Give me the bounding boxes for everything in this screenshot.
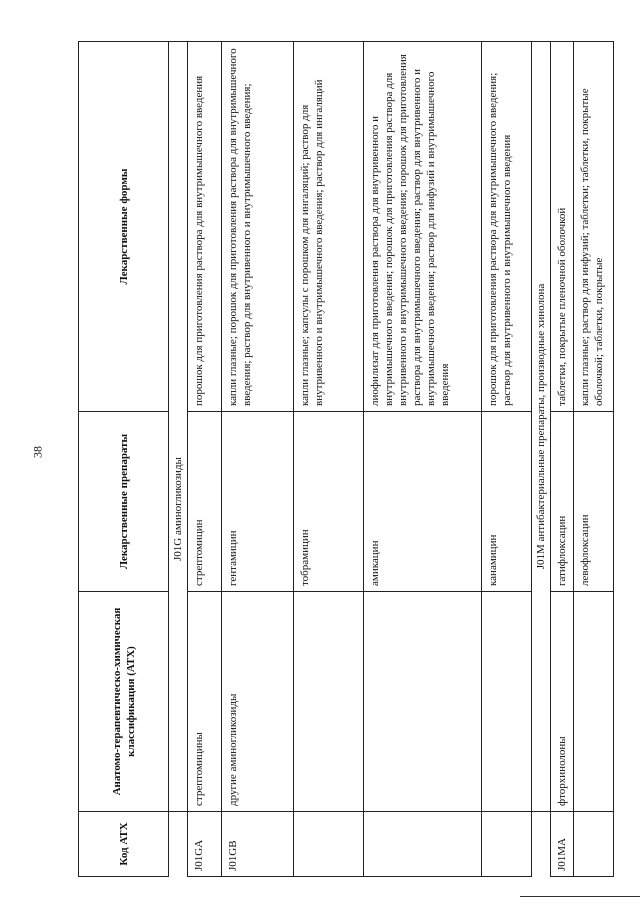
cell-drug: гатифлоксацин bbox=[551, 412, 574, 592]
cell-drug: канамицин bbox=[482, 412, 532, 592]
cell-atc bbox=[482, 592, 532, 812]
cell-forms: лиофилизат для приготовления раствора для внутривенного и внутримышечного введения; порошок для приготовления раствора для внутривенного и внутримышечного введения; порошок для приготовления раствора для внутримышечного введения; раствор для внутривенного и внутримышечного введения; раствор для инфузий и внутримышечного введения bbox=[364, 42, 482, 412]
table-row bbox=[222, 42, 294, 877]
table-row bbox=[188, 42, 222, 877]
cell-forms: порошок для приготовления раствора для внутримышечного введения bbox=[188, 42, 222, 412]
cell-code: J01GA bbox=[188, 812, 222, 877]
cell-atc: фторхинолоны bbox=[551, 592, 574, 812]
cell-atc bbox=[294, 592, 364, 812]
cell-drug: левофлоксацин bbox=[574, 412, 614, 592]
table-row bbox=[294, 42, 364, 877]
cell-forms: капли глазные; порошок для приготовления раствора для внутримышечного введения; раствор для внутривенного и внутримышечного введения; bbox=[222, 42, 294, 412]
table-row bbox=[551, 42, 574, 877]
cell-code bbox=[364, 812, 482, 877]
section-title-j01m: J01M антибактериальные препараты, производные хинолона bbox=[532, 42, 551, 812]
section-indent bbox=[532, 812, 551, 877]
cell-atc bbox=[364, 592, 482, 812]
section-row bbox=[532, 42, 551, 877]
table-header-row bbox=[79, 42, 169, 877]
cell-drug: тобрамицин bbox=[294, 412, 364, 592]
cell-atc: стрептомицины bbox=[188, 592, 222, 812]
cell-drug: стрептомицин bbox=[188, 412, 222, 592]
page-number: 38 bbox=[30, 446, 45, 458]
header-atc-classification: Анатомо-терапевтическо-химическая классификация (АТХ) bbox=[79, 592, 169, 812]
section-row bbox=[169, 42, 188, 877]
cell-atc: другие аминогликозиды bbox=[222, 592, 294, 812]
footer-rule bbox=[520, 896, 640, 897]
section-title-j01g: J01G аминогликозиды bbox=[169, 42, 188, 812]
section-indent bbox=[169, 812, 188, 877]
header-drugs: Лекарственные препараты bbox=[79, 412, 169, 592]
cell-code bbox=[482, 812, 532, 877]
cell-code: J01MA bbox=[551, 812, 574, 877]
cell-forms: таблетки, покрытые пленочной оболочкой bbox=[551, 42, 574, 412]
cell-forms: порошок для приготовления раствора для внутримышечного введения; раствор для внутривенного и внутримышечного введения bbox=[482, 42, 532, 412]
drug-table bbox=[78, 41, 614, 877]
table-row bbox=[364, 42, 482, 877]
table-row bbox=[482, 42, 532, 877]
cell-code bbox=[294, 812, 364, 877]
cell-forms: капли глазные; раствор для инфузий; таблетки; таблетки, покрытые оболочкой; таблетки, покрытые bbox=[574, 42, 614, 412]
header-dosage-forms: Лекарственные формы bbox=[79, 42, 169, 412]
cell-code: J01GB bbox=[222, 812, 294, 877]
cell-drug: гентамицин bbox=[222, 412, 294, 592]
cell-drug: амикацин bbox=[364, 412, 482, 592]
cell-code bbox=[574, 812, 614, 877]
cell-atc bbox=[574, 592, 614, 812]
header-atc-code: Код АТХ bbox=[79, 812, 169, 877]
cell-forms: капли глазные; капсулы с порошком для ингаляций; раствор для внутривенного и внутримышечного введения; раствор для ингаляций bbox=[294, 42, 364, 412]
rotated-page-content bbox=[78, 42, 605, 877]
table-row bbox=[574, 42, 614, 877]
